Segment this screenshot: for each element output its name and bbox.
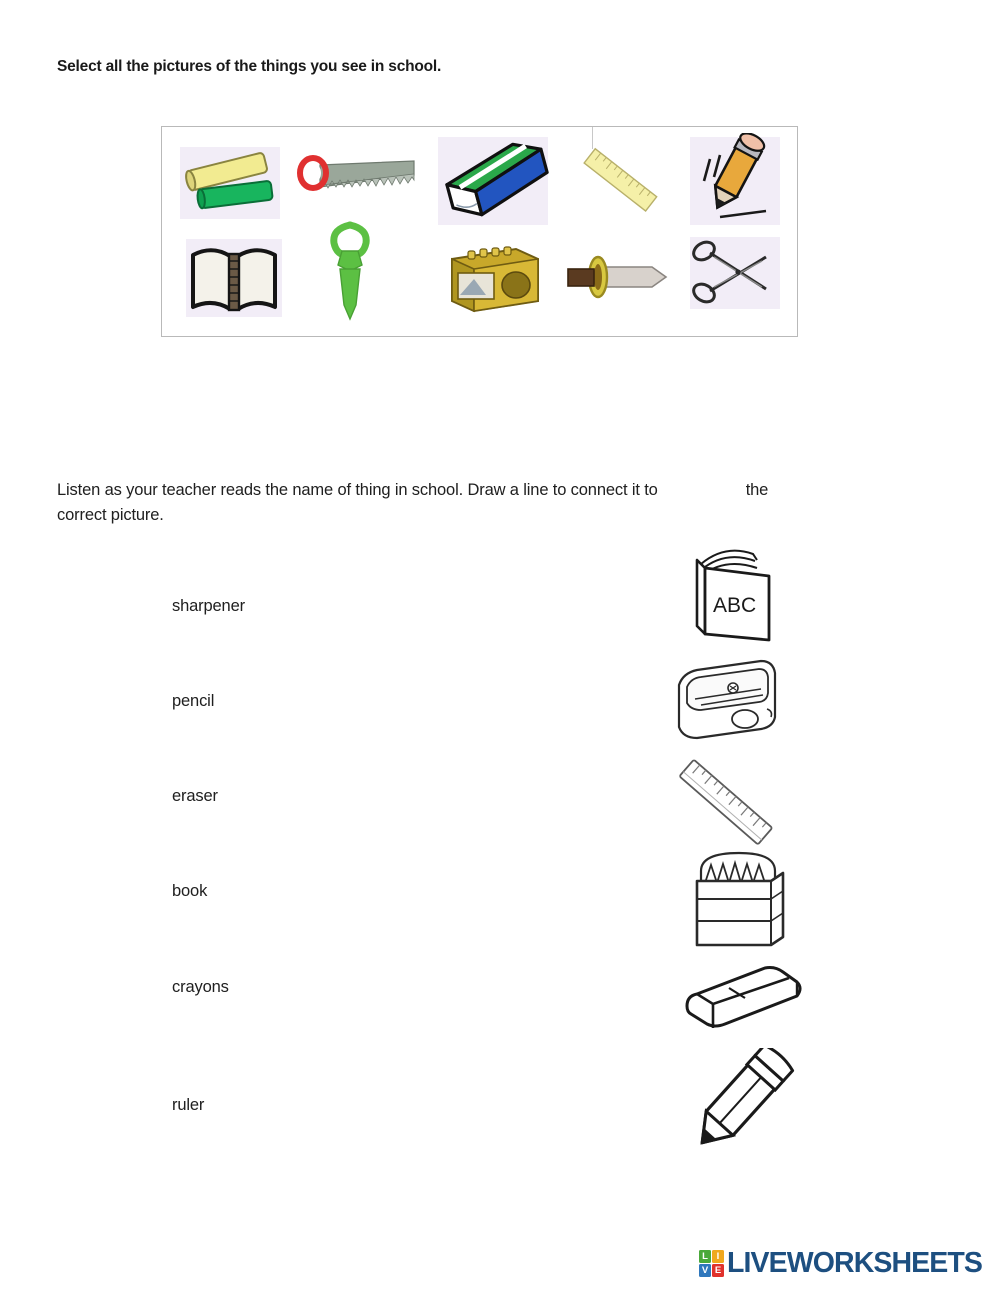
- picture-option-ruler-yellow[interactable]: [562, 135, 672, 227]
- logo-block-v: V: [699, 1264, 711, 1277]
- word-item-book[interactable]: book: [172, 882, 208, 900]
- liveworksheets-logo-blocks: [699, 1250, 724, 1277]
- logo-block-l: L: [699, 1250, 711, 1263]
- abc-book-caption: ABC: [713, 594, 757, 617]
- liveworksheets-wordmark: LIVEWORKSHEETS: [727, 1247, 983, 1279]
- task2-instruction-main: Listen as your teacher reads the name of thing in school. Draw a line to connect it to: [57, 481, 658, 499]
- match-picture-pencil[interactable]: [671, 1048, 821, 1168]
- picture-selection-panel: [161, 126, 798, 337]
- task2-instruction-second-line: correct picture.: [57, 506, 164, 524]
- picture-option-scissors[interactable]: [684, 231, 786, 315]
- word-item-sharpener[interactable]: sharpener: [172, 597, 245, 615]
- word-item-pencil[interactable]: pencil: [172, 692, 215, 710]
- liveworksheets-logo: [699, 1249, 982, 1278]
- picture-option-sword[interactable]: [554, 241, 680, 313]
- match-picture-abc-book[interactable]: [661, 530, 811, 650]
- task2-instruction-tail: the: [745, 481, 769, 499]
- logo-block-i: I: [712, 1250, 724, 1263]
- word-item-crayons[interactable]: crayons: [172, 978, 229, 996]
- picture-option-open-book[interactable]: [178, 231, 290, 323]
- matching-exercise: [0, 520, 1000, 1180]
- picture-option-radio[interactable]: [434, 235, 546, 319]
- picture-option-necktie[interactable]: [310, 219, 390, 329]
- word-item-eraser[interactable]: eraser: [172, 787, 218, 805]
- match-picture-eraser[interactable]: [669, 944, 819, 1064]
- picture-option-eraser-block[interactable]: [430, 133, 556, 229]
- picture-option-chalk-sticks[interactable]: [174, 139, 292, 225]
- task1-heading: Select all the pictures of the things you see in school.: [57, 58, 442, 75]
- match-picture-sharpener[interactable]: [657, 643, 807, 763]
- picture-option-handsaw[interactable]: [290, 139, 420, 225]
- word-item-ruler[interactable]: ruler: [172, 1096, 205, 1114]
- picture-option-pencil-writing[interactable]: [680, 133, 788, 229]
- logo-block-e: E: [712, 1264, 724, 1277]
- match-picture-crayon-box[interactable]: [671, 837, 821, 957]
